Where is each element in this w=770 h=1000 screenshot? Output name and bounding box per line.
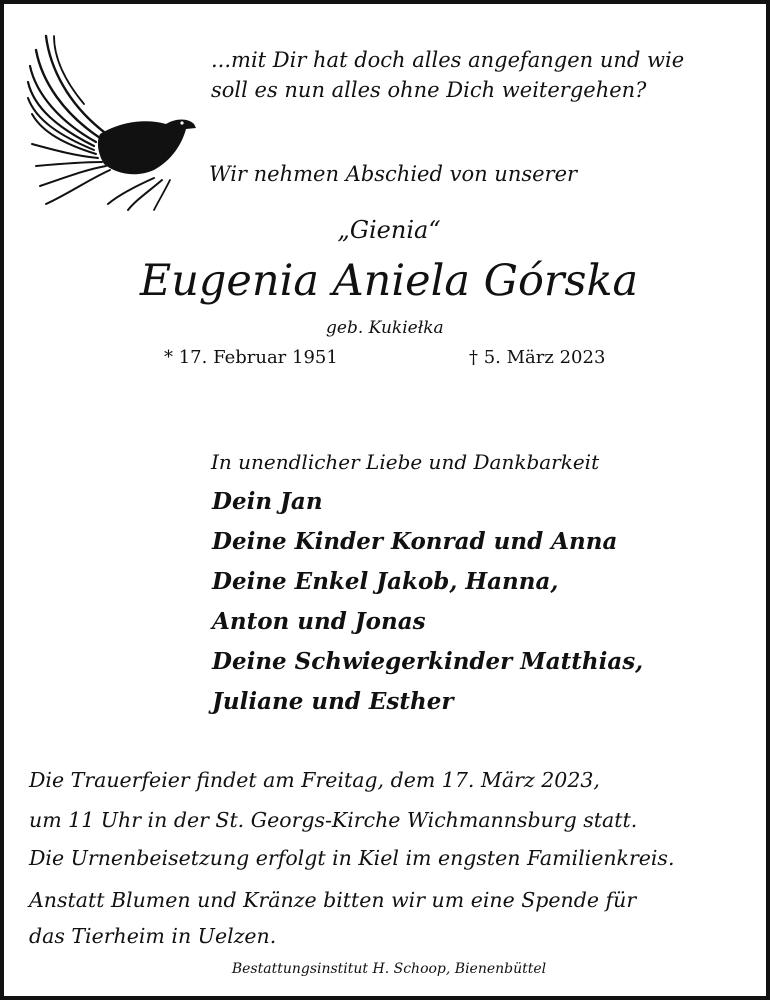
ceremony-info-line: Die Trauerfeier findet am Freitag, dem 17. März 2023, [29,768,600,792]
mourner-line: Deine Enkel Jakob, Hanna, [212,568,559,595]
mourner-line: Anton und Jonas [212,608,426,635]
death-date: † 5. März 2023 [469,347,606,368]
mourner-line: Dein Jan [212,488,323,515]
farewell-intro: Wir nehmen Abschied von unserer [209,162,578,186]
birth-date: * 17. Februar 1951 [164,347,338,368]
undertaker-credit: Bestattungsinstitut H. Schoop, Bienenbüttel [231,961,547,977]
deceased-name: Eugenia Aniela Górska [139,256,639,306]
deceased-nickname: „Gienia“ [337,216,441,244]
birth-name: geb. Kukiełka [326,318,444,338]
mourner-line: Deine Kinder Konrad und Anna [212,528,618,555]
donation-info-line: Anstatt Blumen und Kränze bitten wir um eine Spende für [29,888,637,912]
quote-line-2: soll es nun alles ohne Dich weitergehen? [211,78,647,102]
donation-info-line: das Tierheim in Uelzen. [29,924,277,948]
ceremony-info-line: Die Urnenbeisetzung erfolgt in Kiel im engsten Familienkreis. [29,846,675,870]
mourners-intro: In unendlicher Liebe und Dankbarkeit [211,450,600,474]
mourner-line: Deine Schwiegerkinder Matthias, [212,648,644,675]
quote-line-1: ...mit Dir hat doch alles angefangen und wie [211,48,685,72]
ceremony-info-line: um 11 Uhr in der St. Georgs-Kirche Wichmannsburg statt. [29,808,638,832]
dove-icon [24,28,200,214]
mourner-line: Juliane und Esther [212,688,454,715]
